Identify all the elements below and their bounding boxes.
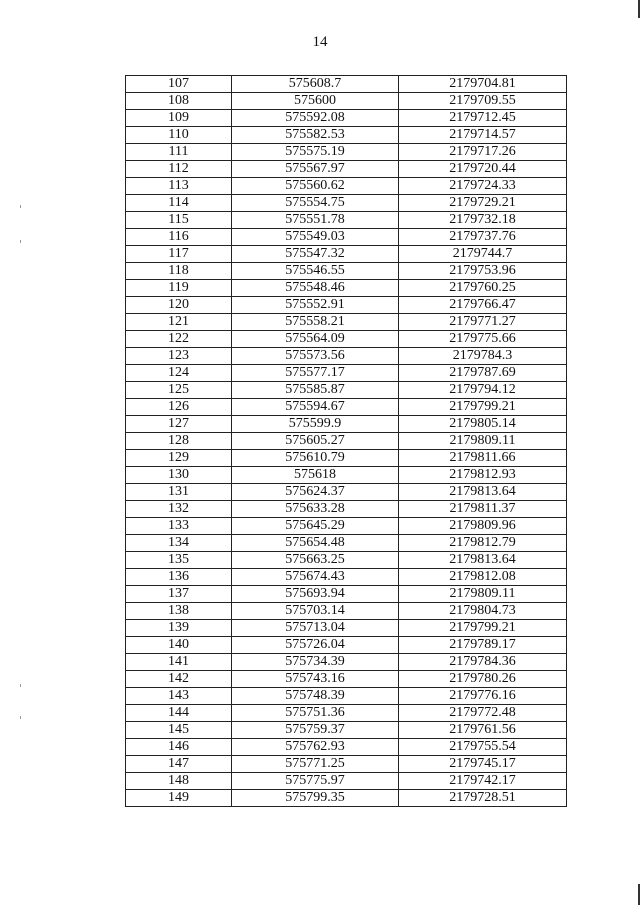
table-row [126, 314, 567, 331]
scan-mark [20, 205, 21, 208]
x-coordinate-cell: 575624.37 [232, 484, 399, 501]
point-number-cell: 129 [126, 450, 232, 467]
point-number-cell: 114 [126, 195, 232, 212]
point-number-cell: 133 [126, 518, 232, 535]
y-coordinate-cell: 2179809.11 [399, 586, 567, 603]
point-number-cell: 138 [126, 603, 232, 620]
x-coordinate-cell: 575743.16 [232, 671, 399, 688]
table-row [126, 467, 567, 484]
table-row [126, 637, 567, 654]
point-number-cell: 128 [126, 433, 232, 450]
point-number-cell: 145 [126, 722, 232, 739]
x-coordinate-cell: 575693.94 [232, 586, 399, 603]
x-coordinate-cell: 575585.87 [232, 382, 399, 399]
y-coordinate-cell: 2179789.17 [399, 637, 567, 654]
y-coordinate-cell: 2179729.21 [399, 195, 567, 212]
point-number-cell: 127 [126, 416, 232, 433]
y-coordinate-cell: 2179728.51 [399, 790, 567, 807]
table-row [126, 433, 567, 450]
table-row [126, 127, 567, 144]
point-number-cell: 113 [126, 178, 232, 195]
point-number-cell: 131 [126, 484, 232, 501]
x-coordinate-cell: 575610.79 [232, 450, 399, 467]
point-number-cell: 139 [126, 620, 232, 637]
x-coordinate-cell: 575600 [232, 93, 399, 110]
table-row [126, 586, 567, 603]
x-coordinate-cell: 575549.03 [232, 229, 399, 246]
y-coordinate-cell: 2179775.66 [399, 331, 567, 348]
table-row [126, 790, 567, 807]
table-row [126, 552, 567, 569]
table-row [126, 399, 567, 416]
point-number-cell: 126 [126, 399, 232, 416]
y-coordinate-cell: 2179784.3 [399, 348, 567, 365]
table-row [126, 195, 567, 212]
x-coordinate-cell: 575762.93 [232, 739, 399, 756]
table-row [126, 484, 567, 501]
table-row [126, 756, 567, 773]
x-coordinate-cell: 575734.39 [232, 654, 399, 671]
y-coordinate-cell: 2179704.81 [399, 76, 567, 93]
x-coordinate-cell: 575748.39 [232, 688, 399, 705]
y-coordinate-cell: 2179813.64 [399, 484, 567, 501]
y-coordinate-cell: 2179772.48 [399, 705, 567, 722]
table-row [126, 263, 567, 280]
y-coordinate-cell: 2179809.11 [399, 433, 567, 450]
y-coordinate-cell: 2179811.37 [399, 501, 567, 518]
point-number-cell: 148 [126, 773, 232, 790]
x-coordinate-cell: 575674.43 [232, 569, 399, 586]
y-coordinate-cell: 2179771.27 [399, 314, 567, 331]
x-coordinate-cell: 575751.36 [232, 705, 399, 722]
table-row [126, 229, 567, 246]
y-coordinate-cell: 2179753.96 [399, 263, 567, 280]
x-coordinate-cell: 575594.67 [232, 399, 399, 416]
x-coordinate-cell: 575599.9 [232, 416, 399, 433]
table-row [126, 144, 567, 161]
y-coordinate-cell: 2179776.16 [399, 688, 567, 705]
y-coordinate-cell: 2179745.17 [399, 756, 567, 773]
x-coordinate-cell: 575775.97 [232, 773, 399, 790]
y-coordinate-cell: 2179794.12 [399, 382, 567, 399]
coordinates-table-body [126, 76, 567, 807]
y-coordinate-cell: 2179761.56 [399, 722, 567, 739]
x-coordinate-cell: 575582.53 [232, 127, 399, 144]
scan-mark [20, 716, 21, 719]
point-number-cell: 125 [126, 382, 232, 399]
coordinates-table [125, 75, 567, 807]
table-row [126, 739, 567, 756]
y-coordinate-cell: 2179799.21 [399, 620, 567, 637]
y-coordinate-cell: 2179724.33 [399, 178, 567, 195]
x-coordinate-cell: 575654.48 [232, 535, 399, 552]
y-coordinate-cell: 2179737.76 [399, 229, 567, 246]
table-row [126, 620, 567, 637]
table-row [126, 569, 567, 586]
point-number-cell: 124 [126, 365, 232, 382]
table-row [126, 416, 567, 433]
point-number-cell: 118 [126, 263, 232, 280]
table-row [126, 518, 567, 535]
point-number-cell: 141 [126, 654, 232, 671]
y-coordinate-cell: 2179780.26 [399, 671, 567, 688]
x-coordinate-cell: 575592.08 [232, 110, 399, 127]
x-coordinate-cell: 575560.62 [232, 178, 399, 195]
x-coordinate-cell: 575618 [232, 467, 399, 484]
x-coordinate-cell: 575799.35 [232, 790, 399, 807]
point-number-cell: 130 [126, 467, 232, 484]
y-coordinate-cell: 2179742.17 [399, 773, 567, 790]
y-coordinate-cell: 2179755.54 [399, 739, 567, 756]
table-row [126, 110, 567, 127]
y-coordinate-cell: 2179784.36 [399, 654, 567, 671]
x-coordinate-cell: 575703.14 [232, 603, 399, 620]
point-number-cell: 109 [126, 110, 232, 127]
table-row [126, 722, 567, 739]
x-coordinate-cell: 575713.04 [232, 620, 399, 637]
y-coordinate-cell: 2179766.47 [399, 297, 567, 314]
point-number-cell: 134 [126, 535, 232, 552]
x-coordinate-cell: 575645.29 [232, 518, 399, 535]
x-coordinate-cell: 575551.78 [232, 212, 399, 229]
point-number-cell: 132 [126, 501, 232, 518]
x-coordinate-cell: 575552.91 [232, 297, 399, 314]
point-number-cell: 119 [126, 280, 232, 297]
table-row [126, 331, 567, 348]
scan-mark [20, 684, 21, 687]
x-coordinate-cell: 575575.19 [232, 144, 399, 161]
x-coordinate-cell: 575567.97 [232, 161, 399, 178]
point-number-cell: 147 [126, 756, 232, 773]
point-number-cell: 146 [126, 739, 232, 756]
y-coordinate-cell: 2179811.66 [399, 450, 567, 467]
point-number-cell: 142 [126, 671, 232, 688]
table-row [126, 654, 567, 671]
y-coordinate-cell: 2179714.57 [399, 127, 567, 144]
y-coordinate-cell: 2179809.96 [399, 518, 567, 535]
table-row [126, 671, 567, 688]
y-coordinate-cell: 2179709.55 [399, 93, 567, 110]
y-coordinate-cell: 2179712.45 [399, 110, 567, 127]
point-number-cell: 136 [126, 569, 232, 586]
x-coordinate-cell: 575548.46 [232, 280, 399, 297]
y-coordinate-cell: 2179804.73 [399, 603, 567, 620]
x-coordinate-cell: 575547.32 [232, 246, 399, 263]
point-number-cell: 108 [126, 93, 232, 110]
point-number-cell: 149 [126, 790, 232, 807]
table-row [126, 535, 567, 552]
y-coordinate-cell: 2179720.44 [399, 161, 567, 178]
point-number-cell: 121 [126, 314, 232, 331]
scan-mark [20, 240, 21, 243]
table-row [126, 365, 567, 382]
table-row [126, 705, 567, 722]
table-row [126, 773, 567, 790]
y-coordinate-cell: 2179812.08 [399, 569, 567, 586]
x-coordinate-cell: 575558.21 [232, 314, 399, 331]
x-coordinate-cell: 575726.04 [232, 637, 399, 654]
x-coordinate-cell: 575577.17 [232, 365, 399, 382]
point-number-cell: 111 [126, 144, 232, 161]
point-number-cell: 135 [126, 552, 232, 569]
point-number-cell: 122 [126, 331, 232, 348]
x-coordinate-cell: 575759.37 [232, 722, 399, 739]
point-number-cell: 123 [126, 348, 232, 365]
table-row [126, 382, 567, 399]
y-coordinate-cell: 2179805.14 [399, 416, 567, 433]
point-number-cell: 120 [126, 297, 232, 314]
x-coordinate-cell: 575573.56 [232, 348, 399, 365]
table-row [126, 297, 567, 314]
y-coordinate-cell: 2179732.18 [399, 212, 567, 229]
y-coordinate-cell: 2179744.7 [399, 246, 567, 263]
x-coordinate-cell: 575564.09 [232, 331, 399, 348]
x-coordinate-cell: 575605.27 [232, 433, 399, 450]
y-coordinate-cell: 2179813.64 [399, 552, 567, 569]
table-row [126, 603, 567, 620]
x-coordinate-cell: 575554.75 [232, 195, 399, 212]
table-row [126, 450, 567, 467]
point-number-cell: 140 [126, 637, 232, 654]
x-coordinate-cell: 575663.25 [232, 552, 399, 569]
point-number-cell: 112 [126, 161, 232, 178]
point-number-cell: 107 [126, 76, 232, 93]
table-row [126, 178, 567, 195]
y-coordinate-cell: 2179812.93 [399, 467, 567, 484]
table-row [126, 280, 567, 297]
point-number-cell: 137 [126, 586, 232, 603]
page-number: 14 [312, 34, 328, 50]
y-coordinate-cell: 2179717.26 [399, 144, 567, 161]
x-coordinate-cell: 575771.25 [232, 756, 399, 773]
y-coordinate-cell: 2179799.21 [399, 399, 567, 416]
point-number-cell: 116 [126, 229, 232, 246]
point-number-cell: 110 [126, 127, 232, 144]
table-row [126, 76, 567, 93]
y-coordinate-cell: 2179760.25 [399, 280, 567, 297]
table-row [126, 161, 567, 178]
table-row [126, 93, 567, 110]
table-row [126, 348, 567, 365]
x-coordinate-cell: 575633.28 [232, 501, 399, 518]
table-row [126, 688, 567, 705]
point-number-cell: 115 [126, 212, 232, 229]
y-coordinate-cell: 2179812.79 [399, 535, 567, 552]
x-coordinate-cell: 575608.7 [232, 76, 399, 93]
table-row [126, 246, 567, 263]
table-row [126, 212, 567, 229]
point-number-cell: 144 [126, 705, 232, 722]
x-coordinate-cell: 575546.55 [232, 263, 399, 280]
point-number-cell: 143 [126, 688, 232, 705]
table-row [126, 501, 567, 518]
point-number-cell: 117 [126, 246, 232, 263]
y-coordinate-cell: 2179787.69 [399, 365, 567, 382]
